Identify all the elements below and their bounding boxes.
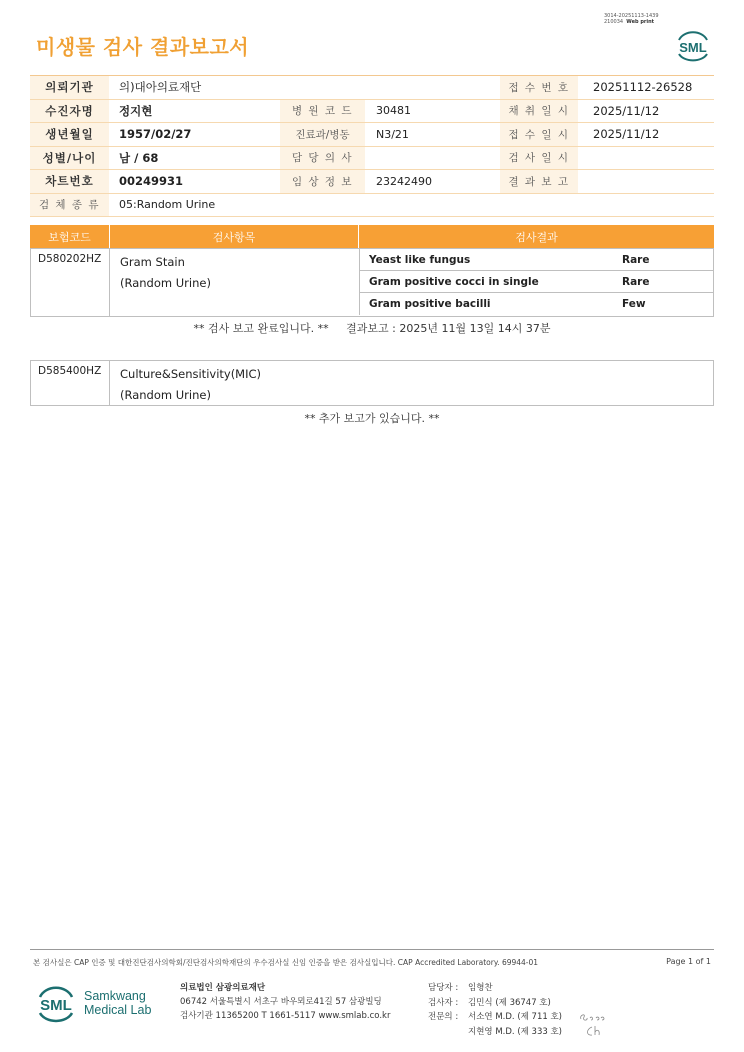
staff-row (428, 981, 562, 996)
sml-footer-logo (36, 981, 76, 1025)
institution-contact: 검사기관 11365200 T 1661-5117 www.smlab.co.kr (180, 1011, 391, 1021)
institution-name: 의료법인 삼광의료재단 (180, 983, 266, 993)
receipt-date: 2025/11/12 (593, 127, 660, 142)
hospital-code-label: 병 원 코 드 (280, 100, 365, 123)
clinical-info: 23242490 (376, 174, 432, 188)
chart-no: 00249931 (119, 174, 184, 189)
test-specimen-line: (Random Urine) (120, 276, 211, 290)
brand-line: Medical Lab (84, 1003, 152, 1017)
name-label: 수진자명 (30, 100, 109, 123)
chart-no-label: 차트번호 (30, 170, 109, 193)
sml-logo-text: SML (679, 40, 707, 55)
staff-name: 김민식 (제 36747 호) (468, 997, 551, 1008)
test-name (110, 361, 510, 406)
result-list (359, 249, 714, 315)
receipt-no: 20251112-26528 (593, 80, 693, 95)
birth-date: 1957/02/27 (119, 127, 192, 142)
staff-role: 검사자 : (428, 997, 459, 1008)
print-code-number: 210034 (604, 19, 624, 25)
staff-role: 담당자 : (428, 983, 459, 993)
staff-role: 전문의 : (428, 1012, 459, 1022)
hospital-code: 30481 (376, 104, 411, 118)
test-block-gram-stain (30, 248, 714, 317)
result-row (360, 249, 714, 271)
institution-info (180, 981, 390, 1023)
results-header (30, 225, 714, 248)
brand-name (84, 989, 151, 1017)
specimen: 05:Random Urine (119, 198, 216, 211)
result-name: Gram positive cocci in single (369, 275, 539, 288)
result-value: Few (622, 298, 646, 310)
result-name: Gram positive bacilli (369, 298, 491, 310)
test-code: D585400HZ (31, 361, 110, 405)
info-row (30, 147, 714, 171)
print-code (604, 13, 659, 25)
sml-footer-logo-text: SML (40, 997, 72, 1014)
doctor-label: 담 당 의 사 (280, 147, 365, 170)
accreditation-note: 본 검사실은 CAP 인증 및 대한진단검사의학회/진단검사의학재단의 우수검사실 신임 인증을 받은 검사실입니다. CAP Accredited Laboratory. 69944-01 (33, 958, 539, 967)
result-row (360, 271, 714, 293)
info-row (30, 76, 714, 100)
info-row (30, 100, 714, 124)
info-row (30, 194, 714, 217)
sex-age: 남 / 68 (119, 150, 159, 165)
sml-logo (673, 27, 713, 63)
staff-row (428, 1025, 562, 1040)
dept-label: 진료과/병동 (280, 123, 365, 146)
signature-mark (584, 1024, 606, 1038)
test-name (110, 249, 360, 294)
staff-list (428, 981, 562, 1039)
report-complete-note: ** 검사 보고 완료입니다. ** 결과보고 : 2025년 11월 13일 14시 37분 (193, 322, 551, 335)
result-header: 검사결과 (358, 225, 714, 248)
staff-name: 지현영 M.D. (제 333 호) (468, 1026, 563, 1037)
clinical-label: 임 상 정 보 (280, 170, 365, 193)
info-row (30, 123, 714, 147)
test-name-line: Gram Stain (120, 255, 185, 269)
patient-info-table (30, 75, 714, 217)
staff-row (428, 1010, 562, 1025)
request-org-label: 의뢰기관 (30, 76, 109, 99)
item-header: 검사항목 (109, 225, 358, 248)
test-block-culture (30, 360, 714, 406)
test-specimen-line: (Random Urine) (120, 388, 211, 402)
result-value: Rare (622, 275, 650, 288)
doctor (376, 147, 506, 170)
result-name: Yeast like fungus (369, 253, 471, 266)
code-header: 보험코드 (48, 230, 91, 244)
specimen-label: 검 체 종 류 (30, 194, 109, 216)
report-label: 결 과 보 고 (500, 170, 578, 193)
signature-mark (578, 1010, 608, 1024)
staff-row (428, 996, 562, 1011)
result-row (360, 293, 714, 315)
brand-line: Samkwang (84, 989, 146, 1003)
receipt-date-label: 접 수 일 시 (500, 123, 578, 146)
test-name-line: Culture&Sensitivity(MIC) (120, 367, 262, 381)
result-value: Rare (622, 253, 650, 266)
page-number: Page 1 of 1 (666, 957, 711, 966)
collection-date: 2025/11/12 (593, 103, 660, 118)
additional-report-note: ** 추가 보고가 있습니다. ** (304, 412, 440, 425)
footer-divider (30, 949, 714, 950)
print-mode: Web print (626, 19, 655, 25)
staff-name: 임형찬 (468, 983, 493, 993)
report-date (593, 170, 713, 193)
test-date-label: 검 사 일 시 (500, 147, 578, 170)
birth-label: 생년월일 (30, 123, 109, 146)
patient-name: 정지현 (119, 103, 153, 118)
test-date (593, 147, 713, 170)
page-title: 미생물 검사 결과보고서 (36, 35, 250, 59)
receipt-no-label: 접 수 번 호 (500, 76, 578, 99)
dept: N3/21 (376, 127, 409, 141)
info-row (30, 170, 714, 194)
print-code-line: 3014-20251113-1439 (604, 13, 659, 19)
request-org: 의)대아의료재단 (119, 80, 202, 95)
sex-age-label: 성별/나이 (30, 147, 109, 170)
institution-address: 06742 서울특별시 서초구 바우뫼로41길 57 삼광빌딩 (180, 997, 382, 1007)
collection-date-label: 채 취 일 시 (500, 100, 578, 123)
staff-name: 서소연 M.D. (제 711 호) (468, 1012, 563, 1022)
test-code: D580202HZ (31, 249, 110, 316)
